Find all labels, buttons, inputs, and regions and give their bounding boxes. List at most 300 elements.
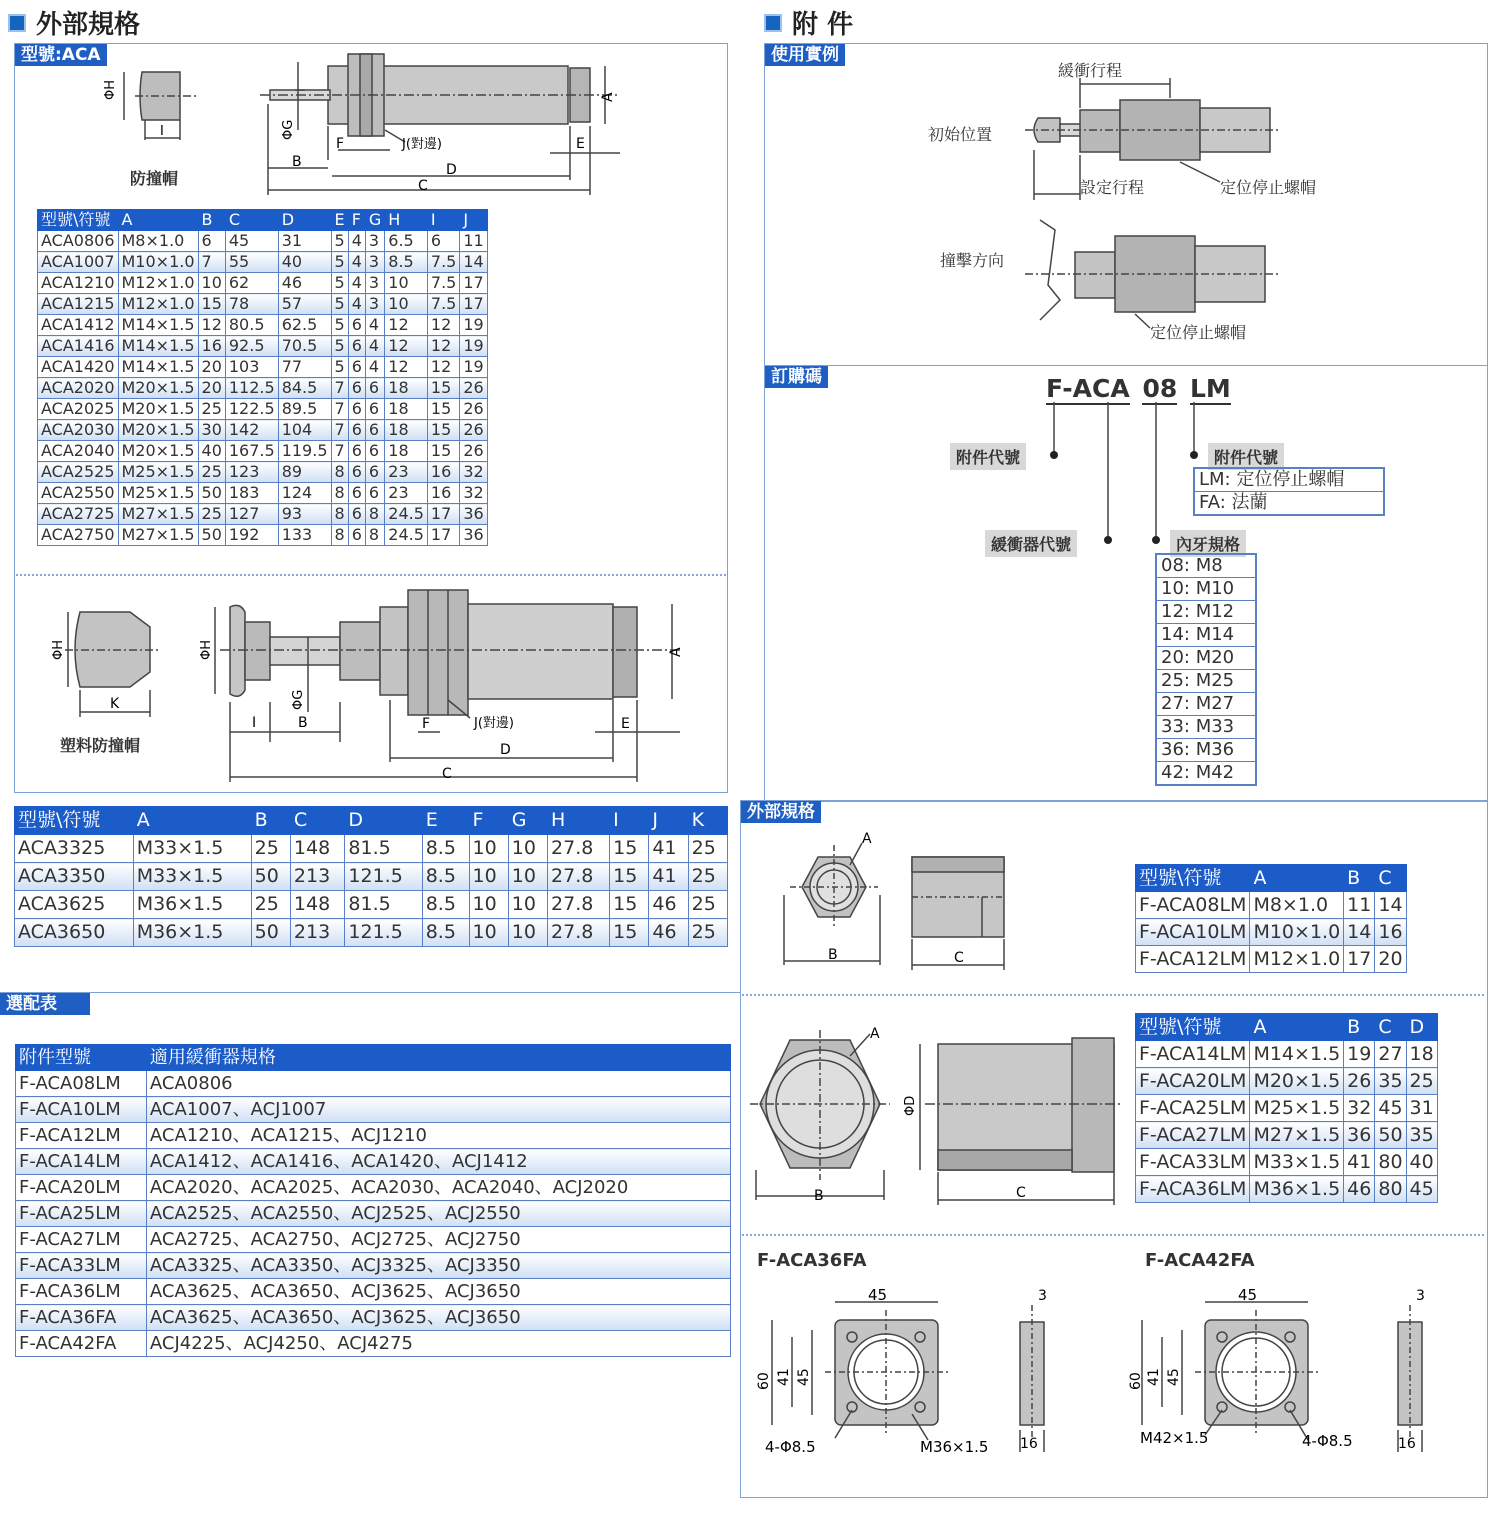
aca-spec-cell: 7.5: [427, 273, 459, 294]
thread-option: 12: M12: [1157, 601, 1255, 624]
aca-spec-row: [38, 462, 488, 483]
aca-spec-cell: 18: [385, 441, 428, 462]
aca-spec-row: [38, 525, 488, 546]
dim-A-small: A: [600, 92, 616, 102]
nut-small-spec-cell: F-ACA10LM: [1136, 919, 1250, 946]
flange2-h45: 45: [1166, 1368, 1182, 1386]
flange2-t16: 16: [1398, 1436, 1416, 1452]
aca-large-spec-cell: 41: [649, 863, 688, 891]
aca-spec-cell: 5: [331, 315, 348, 336]
aca-spec-cell: 3: [365, 231, 384, 252]
selection-rule: [0, 992, 740, 993]
aca-spec-cell: ACA1416: [38, 336, 119, 357]
selection-cell: ACA1210、ACA1215、ACJ1210: [146, 1123, 730, 1149]
nut-small-B: B: [828, 947, 838, 963]
aca-spec-cell: M25×1.5: [118, 483, 198, 504]
nut-small-spec-cell: 11: [1344, 892, 1375, 919]
dim-B-large: B: [298, 715, 308, 731]
selection-cell: ACA2525、ACA2550、ACJ2525、ACJ2550: [146, 1201, 730, 1227]
aca-large-spec-cell: 25: [688, 835, 727, 863]
aca-large-spec-header: K: [688, 807, 727, 835]
nut-large-spec-cell: M27×1.5: [1250, 1122, 1344, 1149]
aca-spec-cell: M14×1.5: [118, 315, 198, 336]
aca-spec-cell: 12: [385, 357, 428, 378]
selection-cell: F-ACA08LM: [16, 1071, 147, 1097]
aca-spec-cell: M20×1.5: [118, 420, 198, 441]
selection-table: [15, 1044, 731, 1357]
nut-large-spec-cell: M20×1.5: [1250, 1068, 1344, 1095]
aca-spec-cell: 6: [348, 483, 365, 504]
selection-row: [16, 1201, 731, 1227]
flange2-t3: 3: [1416, 1288, 1425, 1304]
initial-position-label: 初始位置: [928, 125, 993, 144]
aca-large-spec-cell: 15: [610, 919, 649, 947]
nut-small-spec-header: 型號\符號: [1136, 865, 1250, 892]
nut-large-B: B: [814, 1188, 824, 1204]
aca-large-spec-header: A: [133, 807, 251, 835]
nut-spec-table-small: [1135, 864, 1407, 973]
aca-large-spec-row: [15, 835, 728, 863]
impact-direction-label: 撞擊方向: [940, 251, 1005, 270]
aca-large-spec-cell: 10: [469, 891, 508, 919]
flange2-thread: M42×1.5: [1140, 1429, 1209, 1447]
aca-spec-cell: M14×1.5: [118, 357, 198, 378]
aca-spec-cell: 5: [331, 252, 348, 273]
dim-D-small: D: [446, 162, 457, 178]
aca-large-spec-cell: 46: [649, 891, 688, 919]
selection-row: [16, 1123, 731, 1149]
set-stroke-label: 設定行程: [1080, 178, 1145, 197]
dim-I-small: I: [160, 124, 164, 139]
flange2-drawing: [1130, 1280, 1450, 1480]
aca-spec-cell: 4: [365, 336, 384, 357]
aca-spec-cell: 15: [427, 441, 459, 462]
aca-spec-cell: 6: [365, 483, 384, 504]
dim-A-large: A: [668, 647, 684, 657]
aca-spec-cell: 20: [198, 357, 225, 378]
selection-cell: F-ACA42FA: [16, 1331, 147, 1357]
shock-absorber-large-drawing: [40, 582, 690, 787]
aca-large-spec-header: B: [251, 807, 290, 835]
aca-spec-cell: 15: [427, 378, 459, 399]
aca-spec-cell: 3: [365, 273, 384, 294]
aca-spec-cell: 30: [198, 420, 225, 441]
aca-spec-cell: ACA1420: [38, 357, 119, 378]
aca-spec-cell: 89: [278, 462, 331, 483]
flange1-title: F-ACA36FA: [757, 1250, 867, 1271]
aca-spec-cell: 46: [278, 273, 331, 294]
aca-spec-cell: 25: [198, 504, 225, 525]
nut-small-spec-header: B: [1344, 865, 1375, 892]
aca-spec-cell: 50: [198, 525, 225, 546]
aca-spec-cell: 15: [427, 399, 459, 420]
aca-spec-cell: 183: [225, 483, 278, 504]
aca-spec-cell: 6: [348, 504, 365, 525]
aca-large-spec-cell: 10: [508, 835, 547, 863]
selection-row: [16, 1149, 731, 1175]
aca-spec-cell: 4: [365, 315, 384, 336]
nut-large-spec-cell: 27: [1375, 1041, 1406, 1068]
left-section-title: [8, 4, 140, 41]
nut-large-spec-cell: 80: [1375, 1176, 1406, 1203]
selection-row: [16, 1253, 731, 1279]
aca-spec-cell: 6: [348, 462, 365, 483]
aca-spec-cell: 26: [460, 378, 487, 399]
aca-spec-row: [38, 315, 488, 336]
aca-spec-row: [38, 357, 488, 378]
selection-row: [16, 1227, 731, 1253]
aca-large-spec-cell: 10: [469, 835, 508, 863]
aca-large-spec-cell: 46: [649, 919, 688, 947]
aca-large-spec-cell: M33×1.5: [133, 863, 251, 891]
flange1-t3: 3: [1038, 1288, 1047, 1304]
nut-small-spec-cell: 14: [1375, 892, 1406, 919]
aca-spec-cell: 8: [331, 504, 348, 525]
aca-spec-cell: 26: [460, 420, 487, 441]
selection-cell: F-ACA20LM: [16, 1175, 147, 1201]
aca-spec-header: G: [365, 210, 384, 231]
nut-large-A: A: [870, 1026, 880, 1042]
aca-large-spec-cell: 8.5: [422, 919, 469, 947]
accessory-code-right: 附件代號: [1208, 443, 1284, 470]
aca-large-spec-cell: 15: [610, 863, 649, 891]
aca-spec-cell: 16: [427, 483, 459, 504]
aca-spec-cell: 7: [331, 399, 348, 420]
nut-large-spec-header: B: [1344, 1014, 1375, 1041]
aca-spec-cell: 8: [365, 504, 384, 525]
aca-spec-cell: 36: [460, 504, 487, 525]
dim-G-small: ΦG: [281, 119, 296, 140]
aca-spec-cell: 17: [460, 294, 487, 315]
aca-spec-cell: 17: [427, 504, 459, 525]
aca-spec-cell: 25: [198, 399, 225, 420]
accessory-code-left: 附件代號: [950, 443, 1026, 470]
aca-spec-cell: 5: [331, 336, 348, 357]
selection-cell: ACA3625、ACA3650、ACJ3625、ACJ3650: [146, 1279, 730, 1305]
selection-row: [16, 1097, 731, 1123]
nut-large-D: ΦD: [903, 1095, 918, 1116]
accessory-options: [1193, 467, 1385, 516]
spec-table-aca-large: [14, 806, 728, 947]
aca-large-spec-cell: 213: [290, 863, 344, 891]
nut-large-spec-cell: 40: [1406, 1149, 1437, 1176]
aca-spec-cell: 6: [348, 357, 365, 378]
nut-large-spec-cell: M14×1.5: [1250, 1041, 1344, 1068]
aca-spec-row: [38, 420, 488, 441]
order-tag: 訂購碼: [765, 366, 828, 388]
aca-large-spec-cell: 15: [610, 835, 649, 863]
aca-large-spec-cell: 121.5: [345, 863, 422, 891]
aca-spec-header: B: [198, 210, 225, 231]
aca-large-spec-cell: M33×1.5: [133, 835, 251, 863]
dim-G-large: ΦG: [291, 689, 306, 710]
aca-spec-cell: 4: [348, 273, 365, 294]
aca-spec-cell: 11: [460, 231, 487, 252]
aca-spec-cell: 15: [198, 294, 225, 315]
nut-large-spec-cell: F-ACA20LM: [1136, 1068, 1250, 1095]
aca-spec-cell: 7.5: [427, 252, 459, 273]
aca-spec-cell: 8: [331, 462, 348, 483]
aca-large-spec-cell: ACA3325: [15, 835, 134, 863]
dim-J-large: J(對邊): [474, 716, 514, 731]
nut-large-spec-header: D: [1406, 1014, 1437, 1041]
aca-spec-cell: 23: [385, 462, 428, 483]
dim-B-small: B: [292, 154, 302, 170]
aca-spec-cell: 167.5: [225, 441, 278, 462]
aca-spec-header: 型號\符號: [38, 210, 119, 231]
nut-small-spec-cell: 14: [1344, 919, 1375, 946]
aca-spec-row: [38, 273, 488, 294]
aca-spec-cell: 12: [198, 315, 225, 336]
usage-example-drawing: [1020, 70, 1290, 340]
dim-H-plastic: ΦH: [51, 639, 66, 660]
nut-small-spec-cell: M10×1.0: [1250, 919, 1344, 946]
aca-spec-cell: 122.5: [225, 399, 278, 420]
aca-spec-cell: 6: [348, 315, 365, 336]
nut-small-spec-row: [1136, 892, 1407, 919]
aca-spec-cell: 6: [365, 462, 384, 483]
aca-spec-cell: 17: [427, 525, 459, 546]
aca-large-spec-cell: 148: [290, 835, 344, 863]
flange1-thread: M36×1.5: [920, 1438, 989, 1456]
aca-spec-header: J: [460, 210, 487, 231]
aca-large-spec-header: 型號\符號: [15, 807, 134, 835]
aca-spec-cell: M14×1.5: [118, 336, 198, 357]
aca-spec-cell: 6.5: [385, 231, 428, 252]
aca-large-spec-cell: 50: [251, 919, 290, 947]
aca-spec-cell: 6: [348, 336, 365, 357]
aca-large-spec-cell: ACA3350: [15, 863, 134, 891]
aca-large-spec-cell: M36×1.5: [133, 891, 251, 919]
aca-spec-cell: 19: [460, 315, 487, 336]
aca-spec-cell: ACA2525: [38, 462, 119, 483]
aca-spec-cell: 12: [385, 315, 428, 336]
aca-spec-cell: M8×1.0: [118, 231, 198, 252]
aca-large-spec-cell: 8.5: [422, 835, 469, 863]
selection-cell: ACA2020、ACA2025、ACA2030、ACA2040、ACJ2020: [146, 1175, 730, 1201]
aca-large-spec-header: C: [290, 807, 344, 835]
nut-small-spec-cell: 16: [1375, 919, 1406, 946]
dim-J-small: J(對邊): [402, 137, 442, 152]
dim-E-small: E: [576, 136, 585, 152]
aca-spec-cell: 5: [331, 357, 348, 378]
aca-spec-cell: 142: [225, 420, 278, 441]
aca-large-spec-cell: 81.5: [345, 835, 422, 863]
thread-option: 33: M33: [1157, 716, 1255, 739]
aca-spec-cell: 5: [331, 273, 348, 294]
thread-option: 27: M27: [1157, 693, 1255, 716]
nut-small-drawing: [770, 825, 1030, 975]
nut-large-spec-cell: 26: [1344, 1068, 1375, 1095]
buffer-stroke-label: 緩衝行程: [1058, 61, 1123, 80]
aca-spec-cell: 119.5: [278, 441, 331, 462]
flange2-w: 45: [1238, 1286, 1258, 1304]
selection-cell: ACA3325、ACA3350、ACJ3325、ACJ3350: [146, 1253, 730, 1279]
nut-large-spec-cell: 36: [1344, 1122, 1375, 1149]
aca-spec-cell: 6: [198, 231, 225, 252]
aca-spec-cell: 12: [427, 315, 459, 336]
selection-cell: F-ACA12LM: [16, 1123, 147, 1149]
nut-small-spec-cell: F-ACA08LM: [1136, 892, 1250, 919]
aca-spec-cell: 12: [385, 336, 428, 357]
aca-spec-header: I: [427, 210, 459, 231]
nut-small-spec-cell: F-ACA12LM: [1136, 946, 1250, 973]
flange1-drawing: [750, 1280, 1070, 1480]
square-bullet-icon: [764, 14, 782, 32]
order-rule: [765, 365, 1487, 366]
aca-spec-cell: 18: [385, 399, 428, 420]
aca-spec-cell: ACA2750: [38, 525, 119, 546]
nut-large-spec-cell: M25×1.5: [1250, 1095, 1344, 1122]
aca-spec-cell: 15: [427, 420, 459, 441]
thread-option: 08: M8: [1157, 555, 1255, 578]
nut-large-spec-cell: F-ACA36LM: [1136, 1176, 1250, 1203]
aca-spec-cell: 6: [348, 441, 365, 462]
aca-spec-cell: 92.5: [225, 336, 278, 357]
nut-small-spec-row: [1136, 946, 1407, 973]
nut-large-spec-cell: 32: [1344, 1095, 1375, 1122]
nut-large-spec-row: [1136, 1041, 1438, 1068]
aca-spec-cell: 24.5: [385, 525, 428, 546]
flange1-t16: 16: [1020, 1436, 1038, 1452]
aca-spec-cell: M25×1.5: [118, 462, 198, 483]
nut-small-spec-cell: 20: [1375, 946, 1406, 973]
aca-spec-cell: 25: [198, 462, 225, 483]
selection-cell: ACA1412、ACA1416、ACA1420、ACJ1412: [146, 1149, 730, 1175]
divider: [742, 1234, 1484, 1236]
aca-spec-cell: 62.5: [278, 315, 331, 336]
nut-small-A: A: [862, 831, 872, 847]
nut-large-spec-cell: 46: [1344, 1176, 1375, 1203]
aca-spec-cell: 3: [365, 294, 384, 315]
divider: [742, 994, 1484, 996]
aca-large-spec-cell: 10: [508, 863, 547, 891]
nut-large-spec-cell: 50: [1375, 1122, 1406, 1149]
nut-large-spec-cell: F-ACA14LM: [1136, 1041, 1250, 1068]
order-code-num: 08: [1142, 374, 1178, 403]
aca-spec-cell: 62: [225, 273, 278, 294]
aca-large-spec-cell: 10: [508, 919, 547, 947]
nut-large-spec-row: [1136, 1095, 1438, 1122]
order-code-suffix: LM: [1189, 374, 1231, 403]
aca-large-spec-cell: 213: [290, 919, 344, 947]
dim-K-plastic: K: [110, 696, 120, 712]
selection-cell: ACJ4225、ACJ4250、ACJ4275: [146, 1331, 730, 1357]
nut-large-spec-cell: 19: [1344, 1041, 1375, 1068]
nut-large-spec-cell: M33×1.5: [1250, 1149, 1344, 1176]
aca-spec-cell: 123: [225, 462, 278, 483]
selection-row: [16, 1305, 731, 1331]
aca-spec-cell: 6: [348, 525, 365, 546]
aca-large-spec-cell: 15: [610, 891, 649, 919]
aca-spec-cell: 6: [348, 378, 365, 399]
nut-large-spec-cell: F-ACA27LM: [1136, 1122, 1250, 1149]
dim-F-large: F: [422, 716, 431, 732]
dim-C-small: C: [418, 178, 428, 194]
spec-table-aca: [37, 209, 488, 546]
nut-large-spec-cell: 80: [1375, 1149, 1406, 1176]
aca-spec-cell: M20×1.5: [118, 441, 198, 462]
accessory-option: LM: 定位停止螺帽: [1195, 469, 1383, 492]
aca-spec-cell: M20×1.5: [118, 378, 198, 399]
aca-spec-header: E: [331, 210, 348, 231]
aca-spec-row: [38, 441, 488, 462]
aca-spec-cell: 16: [427, 462, 459, 483]
aca-spec-cell: 55: [225, 252, 278, 273]
aca-large-spec-row: [15, 891, 728, 919]
selection-row: [16, 1175, 731, 1201]
aca-spec-cell: 19: [460, 336, 487, 357]
aca-large-spec-cell: 10: [508, 891, 547, 919]
nut-large-spec-row: [1136, 1122, 1438, 1149]
flange1-h60: 60: [756, 1372, 772, 1390]
aca-spec-cell: 24.5: [385, 504, 428, 525]
plastic-cap-label: 塑料防撞帽: [60, 736, 141, 755]
aca-spec-cell: 127: [225, 504, 278, 525]
aca-spec-cell: 5: [331, 294, 348, 315]
aca-spec-header: F: [348, 210, 365, 231]
selection-cell: F-ACA36LM: [16, 1279, 147, 1305]
flange1-w: 45: [868, 1286, 888, 1304]
nut-large-spec-header: A: [1250, 1014, 1344, 1041]
aca-spec-cell: 4: [348, 294, 365, 315]
left-title-text: 外部規格: [36, 10, 141, 40]
aca-large-spec-header: E: [422, 807, 469, 835]
aca-spec-cell: 12: [427, 336, 459, 357]
aca-large-spec-cell: 25: [688, 863, 727, 891]
selection-tag: 選配表: [0, 993, 90, 1015]
aca-spec-cell: ACA2040: [38, 441, 119, 462]
nut-large-spec-header: C: [1375, 1014, 1406, 1041]
aca-spec-cell: 112.5: [225, 378, 278, 399]
aca-spec-cell: 10: [385, 273, 428, 294]
nut-large-spec-cell: 31: [1406, 1095, 1437, 1122]
aca-spec-cell: 80.5: [225, 315, 278, 336]
aca-spec-cell: M10×1.0: [118, 252, 198, 273]
aca-spec-cell: 4: [365, 357, 384, 378]
dim-F-small: F: [336, 136, 345, 152]
aca-spec-cell: ACA1412: [38, 315, 119, 336]
thread-spec-label: 內牙規格: [1170, 530, 1246, 557]
flange1-h45: 45: [796, 1368, 812, 1386]
nut-large-spec-cell: 18: [1406, 1041, 1437, 1068]
thread-option: 14: M14: [1157, 624, 1255, 647]
usage-tag: 使用實例: [765, 44, 845, 66]
aca-spec-cell: 14: [460, 252, 487, 273]
aca-large-spec-cell: 50: [251, 863, 290, 891]
square-bullet-icon: [8, 14, 26, 32]
aca-spec-row: [38, 483, 488, 504]
aca-large-spec-cell: 25: [688, 891, 727, 919]
selection-row: [16, 1071, 731, 1097]
flange2-title: F-ACA42FA: [1145, 1250, 1255, 1271]
aca-spec-cell: 8: [331, 483, 348, 504]
nut-large-C: C: [1016, 1185, 1026, 1201]
buffer-code-label: 緩衝器代號: [985, 530, 1077, 557]
aca-spec-cell: 4: [348, 231, 365, 252]
aca-spec-cell: 18: [385, 378, 428, 399]
aca-large-spec-cell: 10: [469, 919, 508, 947]
dim-H-small: ΦH: [103, 79, 118, 100]
aca-large-spec-cell: 27.8: [548, 863, 610, 891]
selection-cell: F-ACA10LM: [16, 1097, 147, 1123]
selection-cell: ACA0806: [146, 1071, 730, 1097]
aca-spec-cell: ACA2550: [38, 483, 119, 504]
thread-option: 20: M20: [1157, 647, 1255, 670]
aca-spec-row: [38, 252, 488, 273]
aca-spec-cell: 4: [348, 252, 365, 273]
aca-spec-cell: 6: [427, 231, 459, 252]
